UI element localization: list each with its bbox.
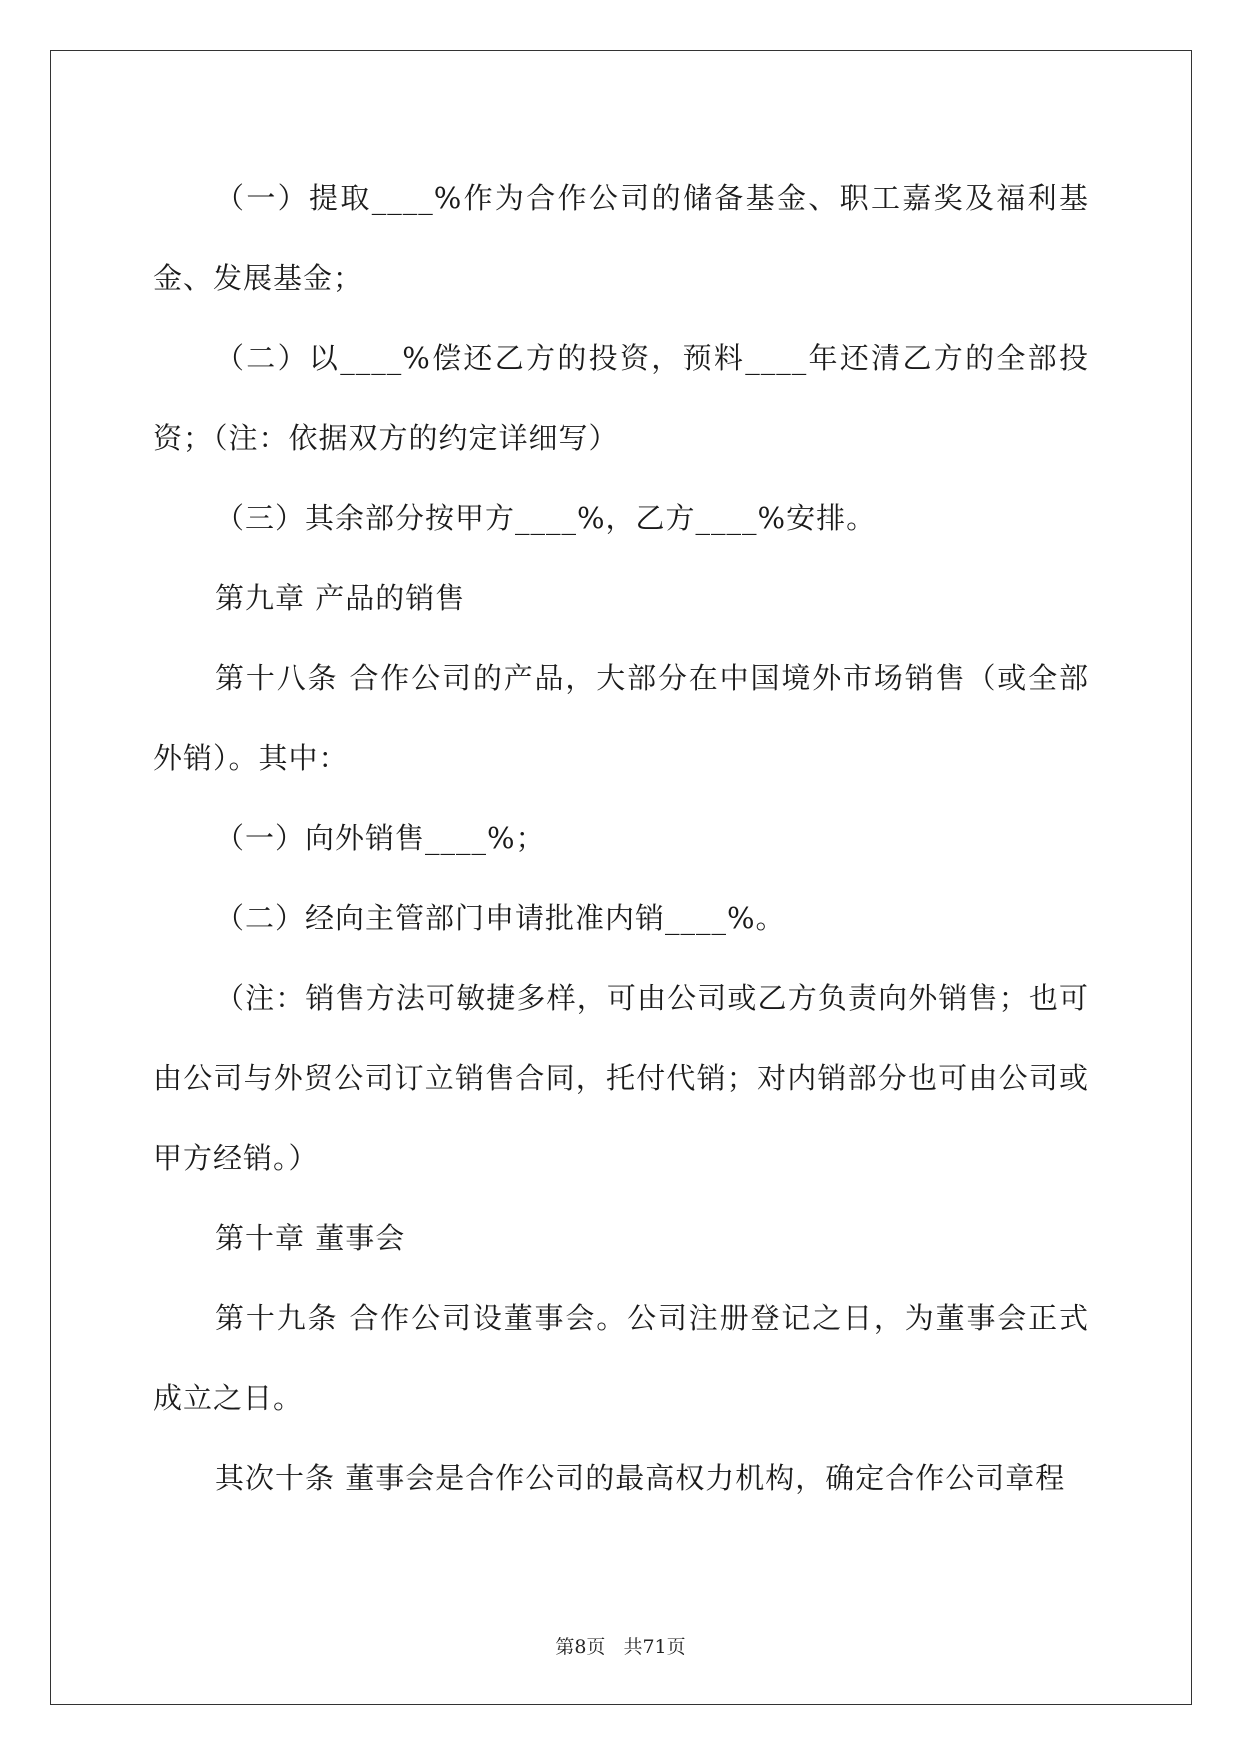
chapter-heading: 第十章 董事会 — [215, 1221, 406, 1255]
total-pages: 共71页 — [623, 1636, 686, 1658]
paragraph: （三）其余部分按甲方____%，乙方____%安排。 — [215, 501, 877, 535]
paragraph: （一）向外销售____%； — [215, 821, 546, 855]
note-paragraph: （注：销售方法可敏捷多样，可由公司或乙方负责向外销售；也可由公司与外贸公司订立销售合同，托付代销；对内销部分也可由公司或甲方经销。） — [153, 981, 1089, 1175]
page-footer — [0, 1632, 1241, 1659]
article-paragraph: 其次十条 董事会是合作公司的最高权力机构，确定合作公司章程 — [215, 1461, 1066, 1495]
chapter-heading: 第九章 产品的销售 — [215, 581, 466, 615]
paragraph: （一）提取____%作为合作公司的储备基金、职工嘉奖及福利基金、发展基金； — [153, 181, 1089, 295]
page-number: 第8页 — [555, 1636, 606, 1658]
article-paragraph: 第十八条 合作公司的产品，大部分在中国境外市场销售（或全部外销）。其中： — [153, 661, 1089, 775]
document-body — [153, 158, 1089, 1518]
article-paragraph: 第十九条 合作公司设董事会。公司注册登记之日，为董事会正式成立之日。 — [153, 1301, 1089, 1415]
paragraph: （二）以____%偿还乙方的投资，预料____年还清乙方的全部投资；（注：依据双方的约定详细写） — [153, 341, 1089, 455]
paragraph: （二）经向主管部门申请批准内销____%。 — [215, 901, 786, 935]
